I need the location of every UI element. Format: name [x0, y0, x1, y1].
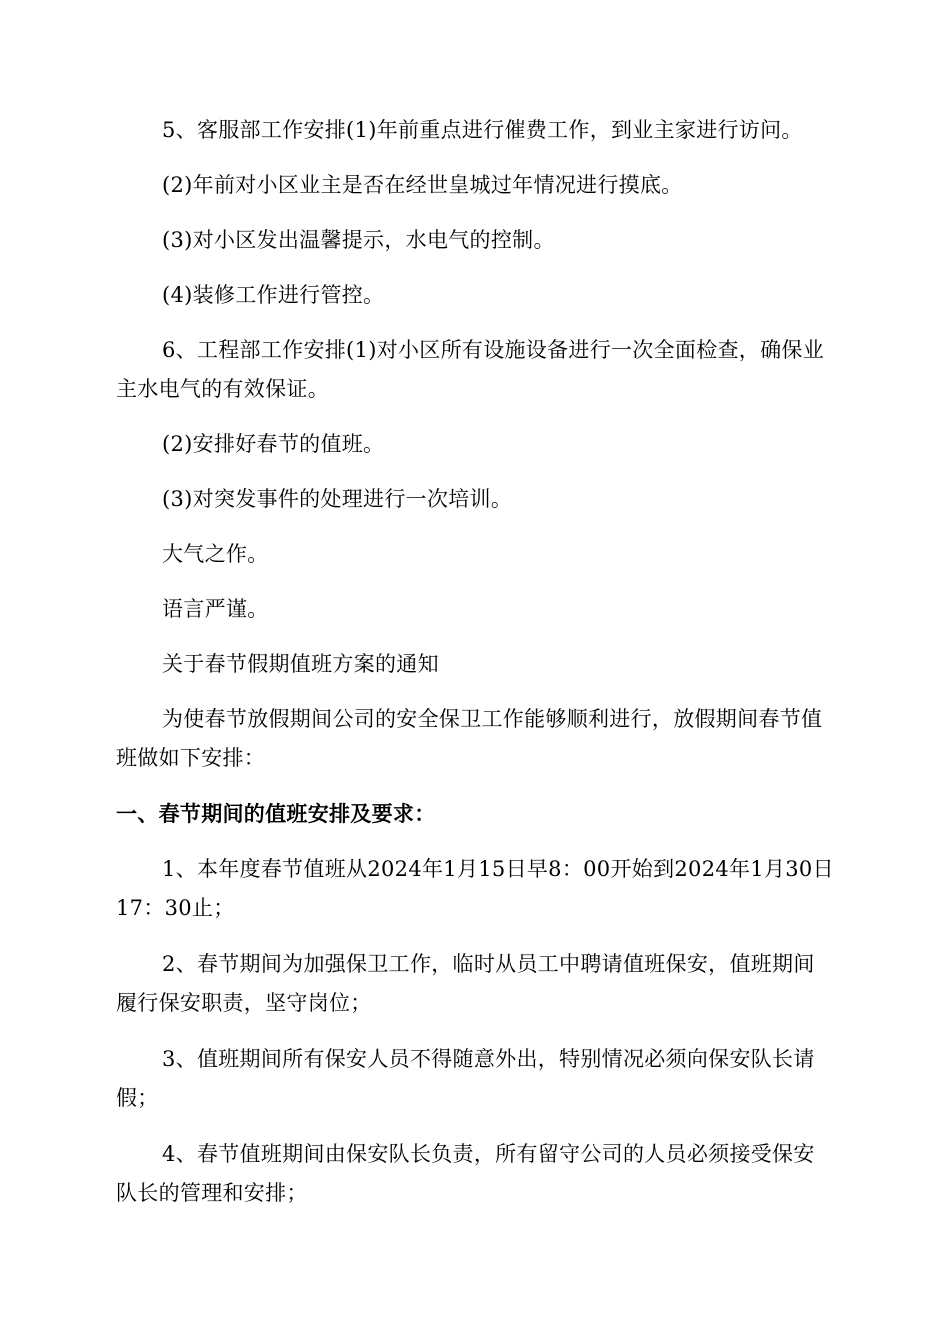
paragraph-item-3: 3、值班期间所有保安人员不得随意外出，特别情况必须向保安队长请假；: [116, 1047, 815, 1110]
paragraph-item-2: 2、春节期间为加强保卫工作，临时从员工中聘请值班保安，值班期间履行保安职责，坚守岗位；: [116, 952, 815, 1015]
paragraph-intro: 为使春节放假期间公司的安全保卫工作能够顺利进行，放假期间春节值班做如下安排：: [116, 707, 823, 770]
paragraph-engineering-1: 6、工程部工作安排(1)对小区所有设施设备进行一次全面检查，确保业主水电气的有效保证。: [116, 338, 825, 401]
paragraph-item-4: 4、春节值班期间由保安队长负责，所有留守公司的人员必须接受保安队长的管理和安排；: [116, 1142, 815, 1205]
paragraph-engineering-3: (3)对突发事件的处理进行一次培训。: [162, 487, 513, 511]
document-page: [116, 111, 834, 1230]
paragraph-comment-1: 大气之作。: [162, 542, 269, 566]
paragraph-comment-2: 语言严谨。: [162, 597, 269, 621]
paragraph-customer-service-2: (2)年前对小区业主是否在经世皇城过年情况进行摸底。: [162, 173, 683, 197]
notice-title: 关于春节假期值班方案的通知: [162, 652, 439, 676]
paragraph-customer-service-3: (3)对小区发出温馨提示，水电气的控制。: [162, 228, 555, 252]
paragraph-customer-service-4: (4)装修工作进行管控。: [162, 283, 385, 307]
paragraph-item-1: 1、本年度春节值班从2024年1月15日早8：00开始到2024年1月30日17：30止；: [116, 857, 834, 920]
paragraph-engineering-2: (2)安排好春节的值班。: [162, 432, 385, 456]
paragraph-customer-service-1: 5、客服部工作安排(1)年前重点进行催费工作，到业主家进行访问。: [162, 118, 803, 142]
section-heading-1: 一、春节期间的值班安排及要求：: [116, 801, 436, 826]
